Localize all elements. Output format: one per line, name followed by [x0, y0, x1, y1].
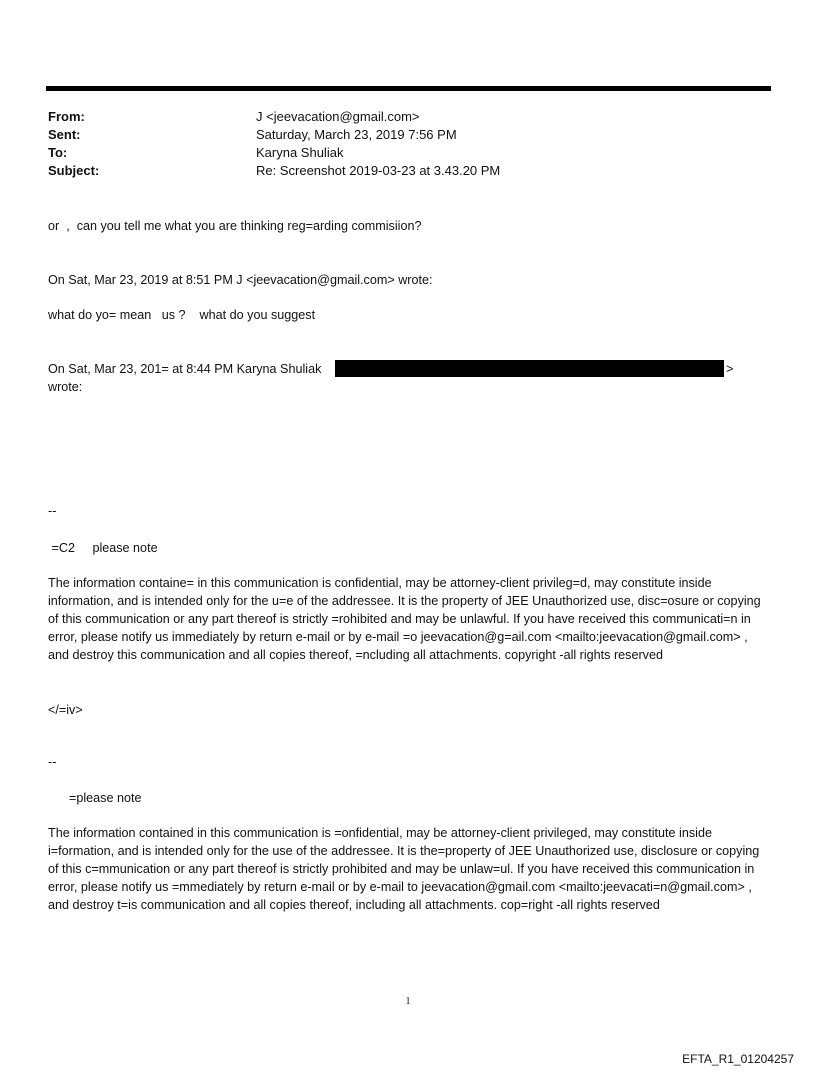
quote2-wrote: wrote: — [48, 380, 83, 394]
from-value: J <jeevacation@gmail.com> — [256, 109, 420, 124]
sig1-disclaimer: The information containe= in this communication is confidential, may be attorney-client privileg=d, may constitute inside information, and is intended only for the u=e of the addressee. It is the property of JEE Unauthorized use, disc=osure or copying of this communication or any part thereof is strictly =rohibited and may be unlawful. If you have received this communicati=n in error, please notify us immediately by return e-mail or by e-mail =o jeevacation@g=ail.com <mailto:jeevacation@gmail.com> , and destroy this communication and all copies thereof, =ncluding all attachments. copyright -all rights reserved — [48, 576, 761, 662]
sig2-dashes: -- — [48, 755, 57, 769]
sent-label: Sent: — [48, 127, 81, 142]
to-label: To: — [48, 145, 68, 160]
header-to — [48, 145, 748, 160]
quote2-header-bracket: > — [726, 362, 734, 376]
from-label: From: — [48, 109, 85, 124]
top-rule — [46, 86, 771, 91]
quote1-header: On Sat, Mar 23, 2019 at 8:51 PM J <jeevacation@gmail.com> wrote: — [48, 273, 433, 287]
subject-value: Re: Screenshot 2019-03-23 at 3.43.20 PM — [256, 163, 501, 178]
header-subject — [48, 163, 748, 178]
quote2-header: On Sat, Mar 23, 201= at 8:44 PM Karyna Shuliak — [48, 362, 322, 376]
header-sent — [48, 127, 748, 142]
sig1-note: =C2 please note — [48, 541, 158, 555]
page-number: 1 — [405, 996, 411, 1007]
sent-value: Saturday, March 23, 2019 7:56 PM — [256, 127, 457, 142]
subject-label: Subject: — [48, 163, 100, 178]
redaction-block — [335, 360, 724, 377]
document-id: EFTA_R1_01204257 — [682, 1052, 794, 1066]
quote1-text: what do yo= mean us ? what do you suggest — [48, 308, 316, 322]
sig2-disclaimer: The information contained in this communication is =onfidential, may be attorney-client privileged, may constitute inside i=formation, and is intended only for the use of the addressee. It is the=property of JEE Unauthorized use, disclosure or copying of this c=mmunication or any part thereof is strictly prohibited and may be unlaw=ul. If you have received this communication in error, please notify us =mmediately by return e-mail or by e-mail to jeevacation@gmail.com <mailto:jeevacati=n@gmail.com> , and destroy t=is communication and all copies thereof, including all attachments. cop=right -all rights reserved — [48, 826, 760, 912]
sig1-tag: </=iv> — [48, 703, 83, 717]
sig1-dashes: -- — [48, 504, 57, 518]
body-line1: or , can you tell me what you are thinking reg=arding commisiion? — [48, 219, 422, 233]
to-value: Karyna Shuliak — [256, 145, 344, 160]
sig2-note: =please note — [48, 791, 142, 805]
header-from — [48, 109, 748, 124]
